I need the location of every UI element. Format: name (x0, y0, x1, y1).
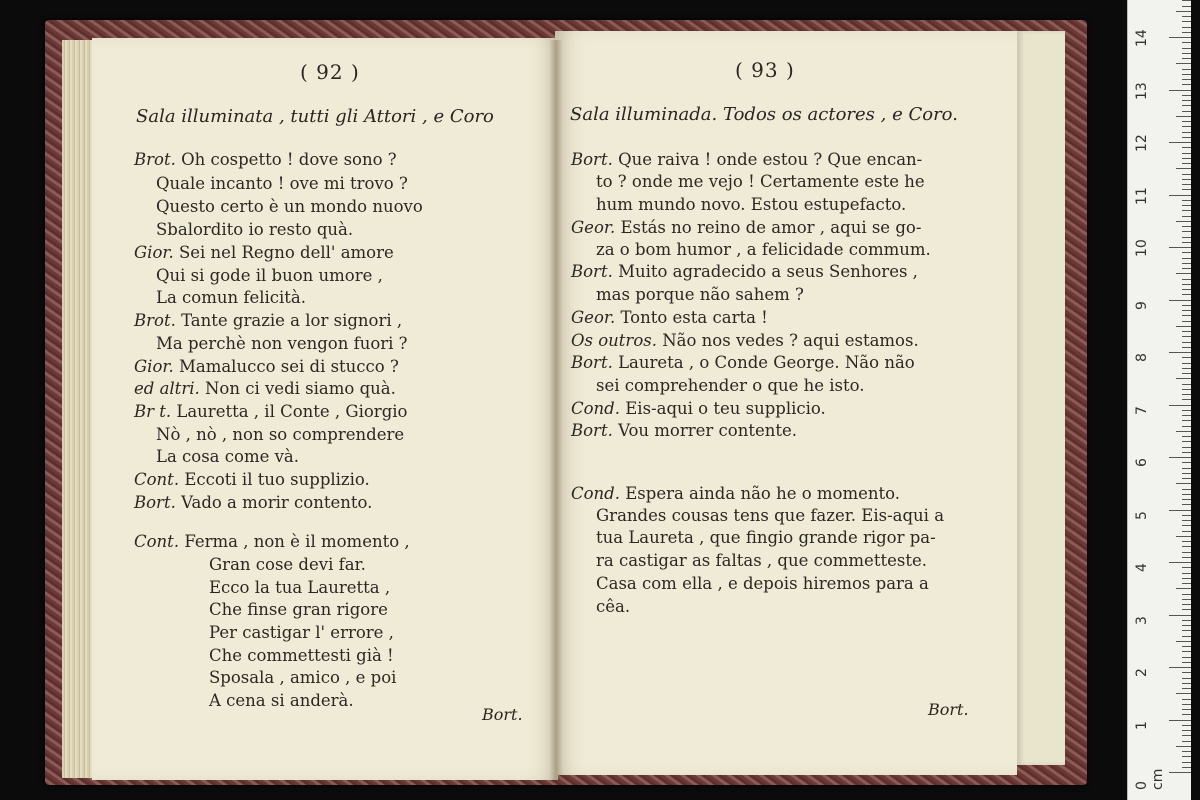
ruler-tick (1182, 699, 1191, 700)
ruler-number: 11 (1134, 186, 1150, 205)
ruler-tick (1182, 200, 1191, 201)
ruler-tick (1182, 662, 1191, 663)
ruler-tick (1182, 604, 1191, 605)
text-line (571, 421, 797, 440)
ruler-tick (1182, 258, 1191, 259)
speaker-label: Brot. (134, 311, 182, 330)
text-line (156, 447, 299, 466)
ruler-tick (1182, 468, 1191, 469)
text-line (596, 528, 936, 547)
text-line (571, 308, 768, 327)
text-line (596, 285, 804, 304)
ruler-tick (1182, 420, 1191, 421)
ruler-tick (1182, 683, 1191, 684)
ruler-tick (1182, 147, 1191, 148)
ruler-tick (1182, 751, 1191, 752)
line-text: Qui si gode il buon umore , (156, 266, 383, 285)
ruler-tick (1182, 310, 1191, 311)
text-line (596, 376, 865, 395)
line-text: La cosa come và. (156, 447, 299, 466)
speaker-label: Bort. (571, 353, 619, 372)
ruler-tick (1182, 373, 1191, 374)
line-text: cêa. (596, 597, 631, 616)
line-text: Tonto esta carta ! (620, 308, 768, 327)
ruler-tick (1182, 394, 1191, 395)
ruler-tick (1182, 709, 1191, 710)
ruler-tick (1182, 305, 1191, 306)
text-line (134, 150, 397, 169)
ruler-tick (1182, 84, 1191, 85)
ruler-tick (1169, 772, 1191, 773)
ruler-tick (1182, 462, 1191, 463)
ruler-tick (1182, 415, 1191, 416)
line-text: Che finse gran rigore (209, 600, 388, 619)
line-text: Eccoti il tuo supplizio. (184, 470, 370, 489)
ruler-tick (1182, 163, 1191, 164)
ruler-number: 9 (1134, 300, 1150, 310)
text-line (134, 532, 410, 551)
ruler-tick (1182, 646, 1191, 647)
text-line (209, 555, 366, 574)
speaker-label: Cond. (571, 399, 626, 418)
speaker-label: Cont. (134, 470, 185, 489)
ruler-number: 5 (1134, 510, 1150, 520)
speaker-label: Brot. (134, 150, 182, 169)
ruler-tick (1182, 158, 1191, 159)
ruler-tick (1182, 58, 1191, 59)
left-catchword: Bort. (482, 705, 523, 724)
line-text: Per castigar l' errore , (209, 623, 394, 642)
ruler-tick (1169, 457, 1191, 458)
ruler-tick (1176, 641, 1191, 642)
ruler-tick (1176, 168, 1191, 169)
line-text: Sei nel Regno dell' amore (178, 243, 394, 262)
ruler-tick (1182, 546, 1191, 547)
line-text: to ? onde me vejo ! Certamente este he (596, 172, 925, 191)
ruler-tick (1169, 562, 1191, 563)
ruler-tick (1182, 105, 1191, 106)
ruler-number: 13 (1134, 81, 1150, 100)
text-line (209, 668, 396, 687)
text-line (571, 353, 915, 372)
left-page-number: ( 92 ) (300, 60, 360, 84)
ruler-tick (1169, 510, 1191, 511)
speaker-label: Br t. (134, 402, 177, 421)
text-line (156, 288, 306, 307)
ruler-tick (1182, 557, 1191, 558)
ruler-tick (1182, 294, 1191, 295)
line-text: tua Laureta , que fingio grande rigor pa- (596, 528, 936, 547)
ruler-tick (1182, 0, 1191, 1)
ruler-tick (1182, 357, 1191, 358)
ruler-tick (1182, 436, 1191, 437)
ruler-tick (1182, 735, 1191, 736)
text-line (596, 506, 944, 525)
ruler-tick (1182, 494, 1191, 495)
ruler-tick (1182, 725, 1191, 726)
text-line (571, 399, 826, 418)
line-text: Eis-aqui o teu supplicio. (625, 399, 826, 418)
speaker-label: Geor. (571, 308, 621, 327)
line-text: Che commettesti già ! (209, 646, 394, 665)
ruler-tick (1182, 6, 1191, 7)
text-line (156, 266, 383, 285)
left-scene-heading: Sala illuminata , tutti gli Attori , e Coro (136, 106, 494, 127)
ruler-tick (1182, 205, 1191, 206)
ruler-tick (1182, 473, 1191, 474)
ruler-tick (1176, 536, 1191, 537)
ruler-tick (1182, 32, 1191, 33)
ruler-tick (1176, 588, 1191, 589)
ruler-tick (1182, 79, 1191, 80)
ruler-tick (1176, 326, 1191, 327)
line-text: Sbalordito io resto quà. (156, 220, 354, 239)
ruler-tick (1176, 746, 1191, 747)
ruler-tick (1182, 384, 1191, 385)
line-text: Grandes cousas tens que fazer. Eis-aqui a (596, 506, 945, 525)
ruler-tick (1182, 237, 1191, 238)
speaker-label: Os outros. (571, 331, 663, 350)
text-line (596, 240, 931, 259)
ruler-tick (1169, 720, 1191, 721)
speaker-label: Cont. (134, 532, 185, 551)
line-text: mas porque não sahem ? (596, 285, 804, 304)
ruler-tick (1182, 95, 1191, 96)
ruler-tick (1182, 630, 1191, 631)
ruler-number: 8 (1134, 353, 1150, 362)
ruler-tick (1182, 678, 1191, 679)
ruler-tick (1182, 447, 1191, 448)
ruler-tick (1176, 431, 1191, 432)
ruler-tick (1182, 252, 1191, 253)
ruler-tick (1182, 399, 1191, 400)
ruler-tick (1169, 90, 1191, 91)
book-gutter (549, 40, 563, 780)
ruler-tick (1182, 651, 1191, 652)
line-text: Que raiva ! onde estou ? Que encan- (618, 150, 923, 169)
speaker-label: Bort. (134, 493, 182, 512)
text-line (571, 331, 919, 350)
line-text: sei comprehender o que he isto. (596, 376, 865, 395)
text-line (571, 218, 921, 237)
ruler-tick (1182, 315, 1191, 316)
ruler-number: 6 (1134, 458, 1150, 467)
ruler-tick (1176, 483, 1191, 484)
line-text: ra castigar as faltas , que commetteste. (596, 551, 927, 570)
ruler-tick (1182, 210, 1191, 211)
right-scene-heading: Sala illuminada. Todos os actores , e Coro. (570, 104, 958, 125)
ruler-tick (1182, 541, 1191, 542)
ruler-tick (1182, 242, 1191, 243)
ruler-tick (1182, 279, 1191, 280)
line-text: Vou morrer contente. (618, 421, 797, 440)
ruler-tick (1182, 620, 1191, 621)
ruler-tick (1182, 189, 1191, 190)
line-text: Laureta , o Conde George. Não não (618, 353, 915, 372)
ruler-number: 7 (1134, 405, 1150, 415)
line-text: hum mundo novo. Estou estupefacto. (596, 195, 907, 214)
line-text: Estás no reino de amor , aqui se go- (620, 218, 922, 237)
ruler-tick (1169, 352, 1191, 353)
ruler-tick (1169, 247, 1191, 248)
text-line (156, 334, 408, 353)
ruler-tick (1182, 74, 1191, 75)
ruler-tick (1182, 174, 1191, 175)
line-text: Casa com ella , e depois hiremos para a (596, 574, 929, 593)
ruler-tick (1176, 63, 1191, 64)
ruler-tick (1182, 289, 1191, 290)
ruler-tick (1182, 578, 1191, 579)
speaker-label: Cond. (571, 484, 626, 503)
ruler-tick (1182, 69, 1191, 70)
ruler-tick (1182, 688, 1191, 689)
ruler-tick (1182, 515, 1191, 516)
ruler-tick (1182, 525, 1191, 526)
text-line (134, 379, 396, 398)
ruler-tick (1182, 552, 1191, 553)
ruler-tick (1182, 111, 1191, 112)
ruler-tick (1182, 583, 1191, 584)
line-text: Lauretta , il Conte , Giorgio (176, 402, 408, 421)
speaker-label: Gior. (134, 243, 179, 262)
ruler-tick (1182, 16, 1191, 17)
text-line (134, 357, 399, 376)
speaker-label: Bort. (571, 150, 619, 169)
ruler-tick (1182, 520, 1191, 521)
ruler-tick (1182, 284, 1191, 285)
ruler-tick (1176, 11, 1191, 12)
ruler-tick (1182, 153, 1191, 154)
ruler-tick (1182, 531, 1191, 532)
line-text: Oh cospetto ! dove sono ? (181, 150, 397, 169)
ruler-number: 3 (1134, 615, 1150, 625)
text-line (209, 600, 388, 619)
text-line (596, 195, 906, 214)
text-line (596, 597, 630, 616)
ruler-tick (1182, 441, 1191, 442)
text-line (209, 691, 354, 710)
ruler-tick (1182, 504, 1191, 505)
line-text: za o bom humor , a felicidade commum. (596, 240, 931, 259)
ruler-tick (1182, 42, 1191, 43)
line-text: A cena si anderà. (209, 691, 354, 710)
line-text: Ferma , non è il momento , (184, 532, 410, 551)
ruler-tick (1182, 226, 1191, 227)
text-line (209, 646, 394, 665)
ruler-tick (1182, 756, 1191, 757)
ruler-tick (1182, 609, 1191, 610)
ruler-number: 14 (1134, 29, 1150, 47)
ruler-tick (1182, 762, 1191, 763)
ruler-tick (1169, 615, 1191, 616)
ruler-tick (1182, 231, 1191, 232)
text-line (571, 150, 922, 169)
ruler-tick (1182, 594, 1191, 595)
ruler-tick (1182, 567, 1191, 568)
ruler-number: 1 (1134, 720, 1150, 730)
text-line (134, 493, 372, 512)
ruler-tick (1182, 263, 1191, 264)
ruler-tick (1176, 378, 1191, 379)
ruler-tick (1182, 368, 1191, 369)
ruler-tick (1182, 599, 1191, 600)
line-text: La comun felicità. (156, 288, 307, 307)
line-text: Ecco la tua Lauretta , (209, 578, 391, 597)
ruler-tick (1182, 100, 1191, 101)
ruler-tick (1182, 121, 1191, 122)
line-text: Vado a morir contento. (181, 493, 373, 512)
ruler-tick (1169, 300, 1191, 301)
ruler-tick (1169, 142, 1191, 143)
text-line (209, 578, 390, 597)
ruler-tick (1182, 573, 1191, 574)
line-text: Questo certo è un mondo nuovo (156, 197, 423, 216)
ruler-unit-label: 0 cm (1134, 768, 1166, 790)
ruler-tick (1182, 636, 1191, 637)
ruler-tick (1182, 363, 1191, 364)
page-edges-left (62, 40, 94, 778)
ruler-tick (1182, 499, 1191, 500)
line-text: Ma perchè non vengon fuori ? (156, 334, 408, 353)
speaker-label: Bort. (571, 421, 619, 440)
ruler-tick (1182, 410, 1191, 411)
ruler-number: 2 (1134, 668, 1150, 677)
measuring-ruler (1127, 0, 1191, 800)
speaker-label: Bort. (571, 262, 619, 281)
ruler-tick (1169, 37, 1191, 38)
ruler-tick (1169, 195, 1191, 196)
ruler-tick (1182, 704, 1191, 705)
ruler-tick (1182, 730, 1191, 731)
ruler-tick (1182, 625, 1191, 626)
ruler-tick (1176, 116, 1191, 117)
text-line (134, 470, 370, 489)
ruler-tick (1182, 672, 1191, 673)
line-text: Espera ainda não he o momento. (625, 484, 901, 503)
ruler-tick (1182, 216, 1191, 217)
text-line (156, 174, 408, 193)
line-text: Non ci vedi siamo quà. (204, 379, 396, 398)
ruler-number: 4 (1134, 563, 1150, 572)
line-text: Mamalucco sei di stucco ? (178, 357, 399, 376)
ruler-tick (1176, 273, 1191, 274)
text-line (134, 243, 394, 262)
text-line (596, 574, 929, 593)
ruler-tick (1182, 347, 1191, 348)
ruler-tick (1182, 426, 1191, 427)
text-line (596, 551, 927, 570)
ruler-tick (1182, 132, 1191, 133)
text-line (156, 220, 353, 239)
ruler-tick (1182, 342, 1191, 343)
speaker-label: Geor. (571, 218, 621, 237)
line-text: Gran cose devi far. (209, 555, 366, 574)
ruler-tick (1176, 693, 1191, 694)
ruler-tick (1182, 714, 1191, 715)
ruler-tick (1182, 336, 1191, 337)
speaker-label: Gior. (134, 357, 179, 376)
ruler-tick (1182, 184, 1191, 185)
speaker-label: ed altri. (134, 379, 205, 398)
ruler-tick (1169, 667, 1191, 668)
ruler-tick (1182, 321, 1191, 322)
ruler-tick (1182, 48, 1191, 49)
text-line (571, 484, 900, 503)
ruler-number: 12 (1134, 134, 1150, 152)
line-text: Muito agradecido a seus Senhores , (618, 262, 918, 281)
ruler-tick (1176, 221, 1191, 222)
ruler-tick (1182, 53, 1191, 54)
right-page-number: ( 93 ) (735, 58, 795, 82)
ruler-tick (1182, 179, 1191, 180)
ruler-tick (1182, 489, 1191, 490)
line-text: Sposala , amico , e poi (209, 668, 397, 687)
ruler-tick (1182, 126, 1191, 127)
ruler-tick (1182, 478, 1191, 479)
ruler-tick (1182, 27, 1191, 28)
ruler-tick (1182, 452, 1191, 453)
text-line (134, 311, 402, 330)
text-line (156, 425, 404, 444)
ruler-number: 10 (1134, 239, 1150, 257)
ruler-tick (1182, 137, 1191, 138)
page-edges-right (1017, 31, 1065, 765)
right-catchword: Bort. (928, 700, 969, 719)
line-text: Tante grazie a lor signori , (181, 311, 403, 330)
ruler-tick (1169, 405, 1191, 406)
line-text: Quale incanto ! ove mi trovo ? (156, 174, 408, 193)
text-line (156, 197, 423, 216)
ruler-tick (1182, 741, 1191, 742)
line-text: Nò , nò , non so comprendere (156, 425, 405, 444)
ruler-tick (1182, 331, 1191, 332)
ruler-tick (1182, 21, 1191, 22)
text-line (134, 402, 407, 421)
ruler-tick (1182, 767, 1191, 768)
line-text: Não nos vedes ? aqui estamos. (662, 331, 919, 350)
ruler-tick (1182, 657, 1191, 658)
text-line (571, 262, 918, 281)
ruler-tick (1182, 268, 1191, 269)
text-line (209, 623, 394, 642)
ruler-tick (1182, 389, 1191, 390)
text-line (596, 172, 925, 191)
